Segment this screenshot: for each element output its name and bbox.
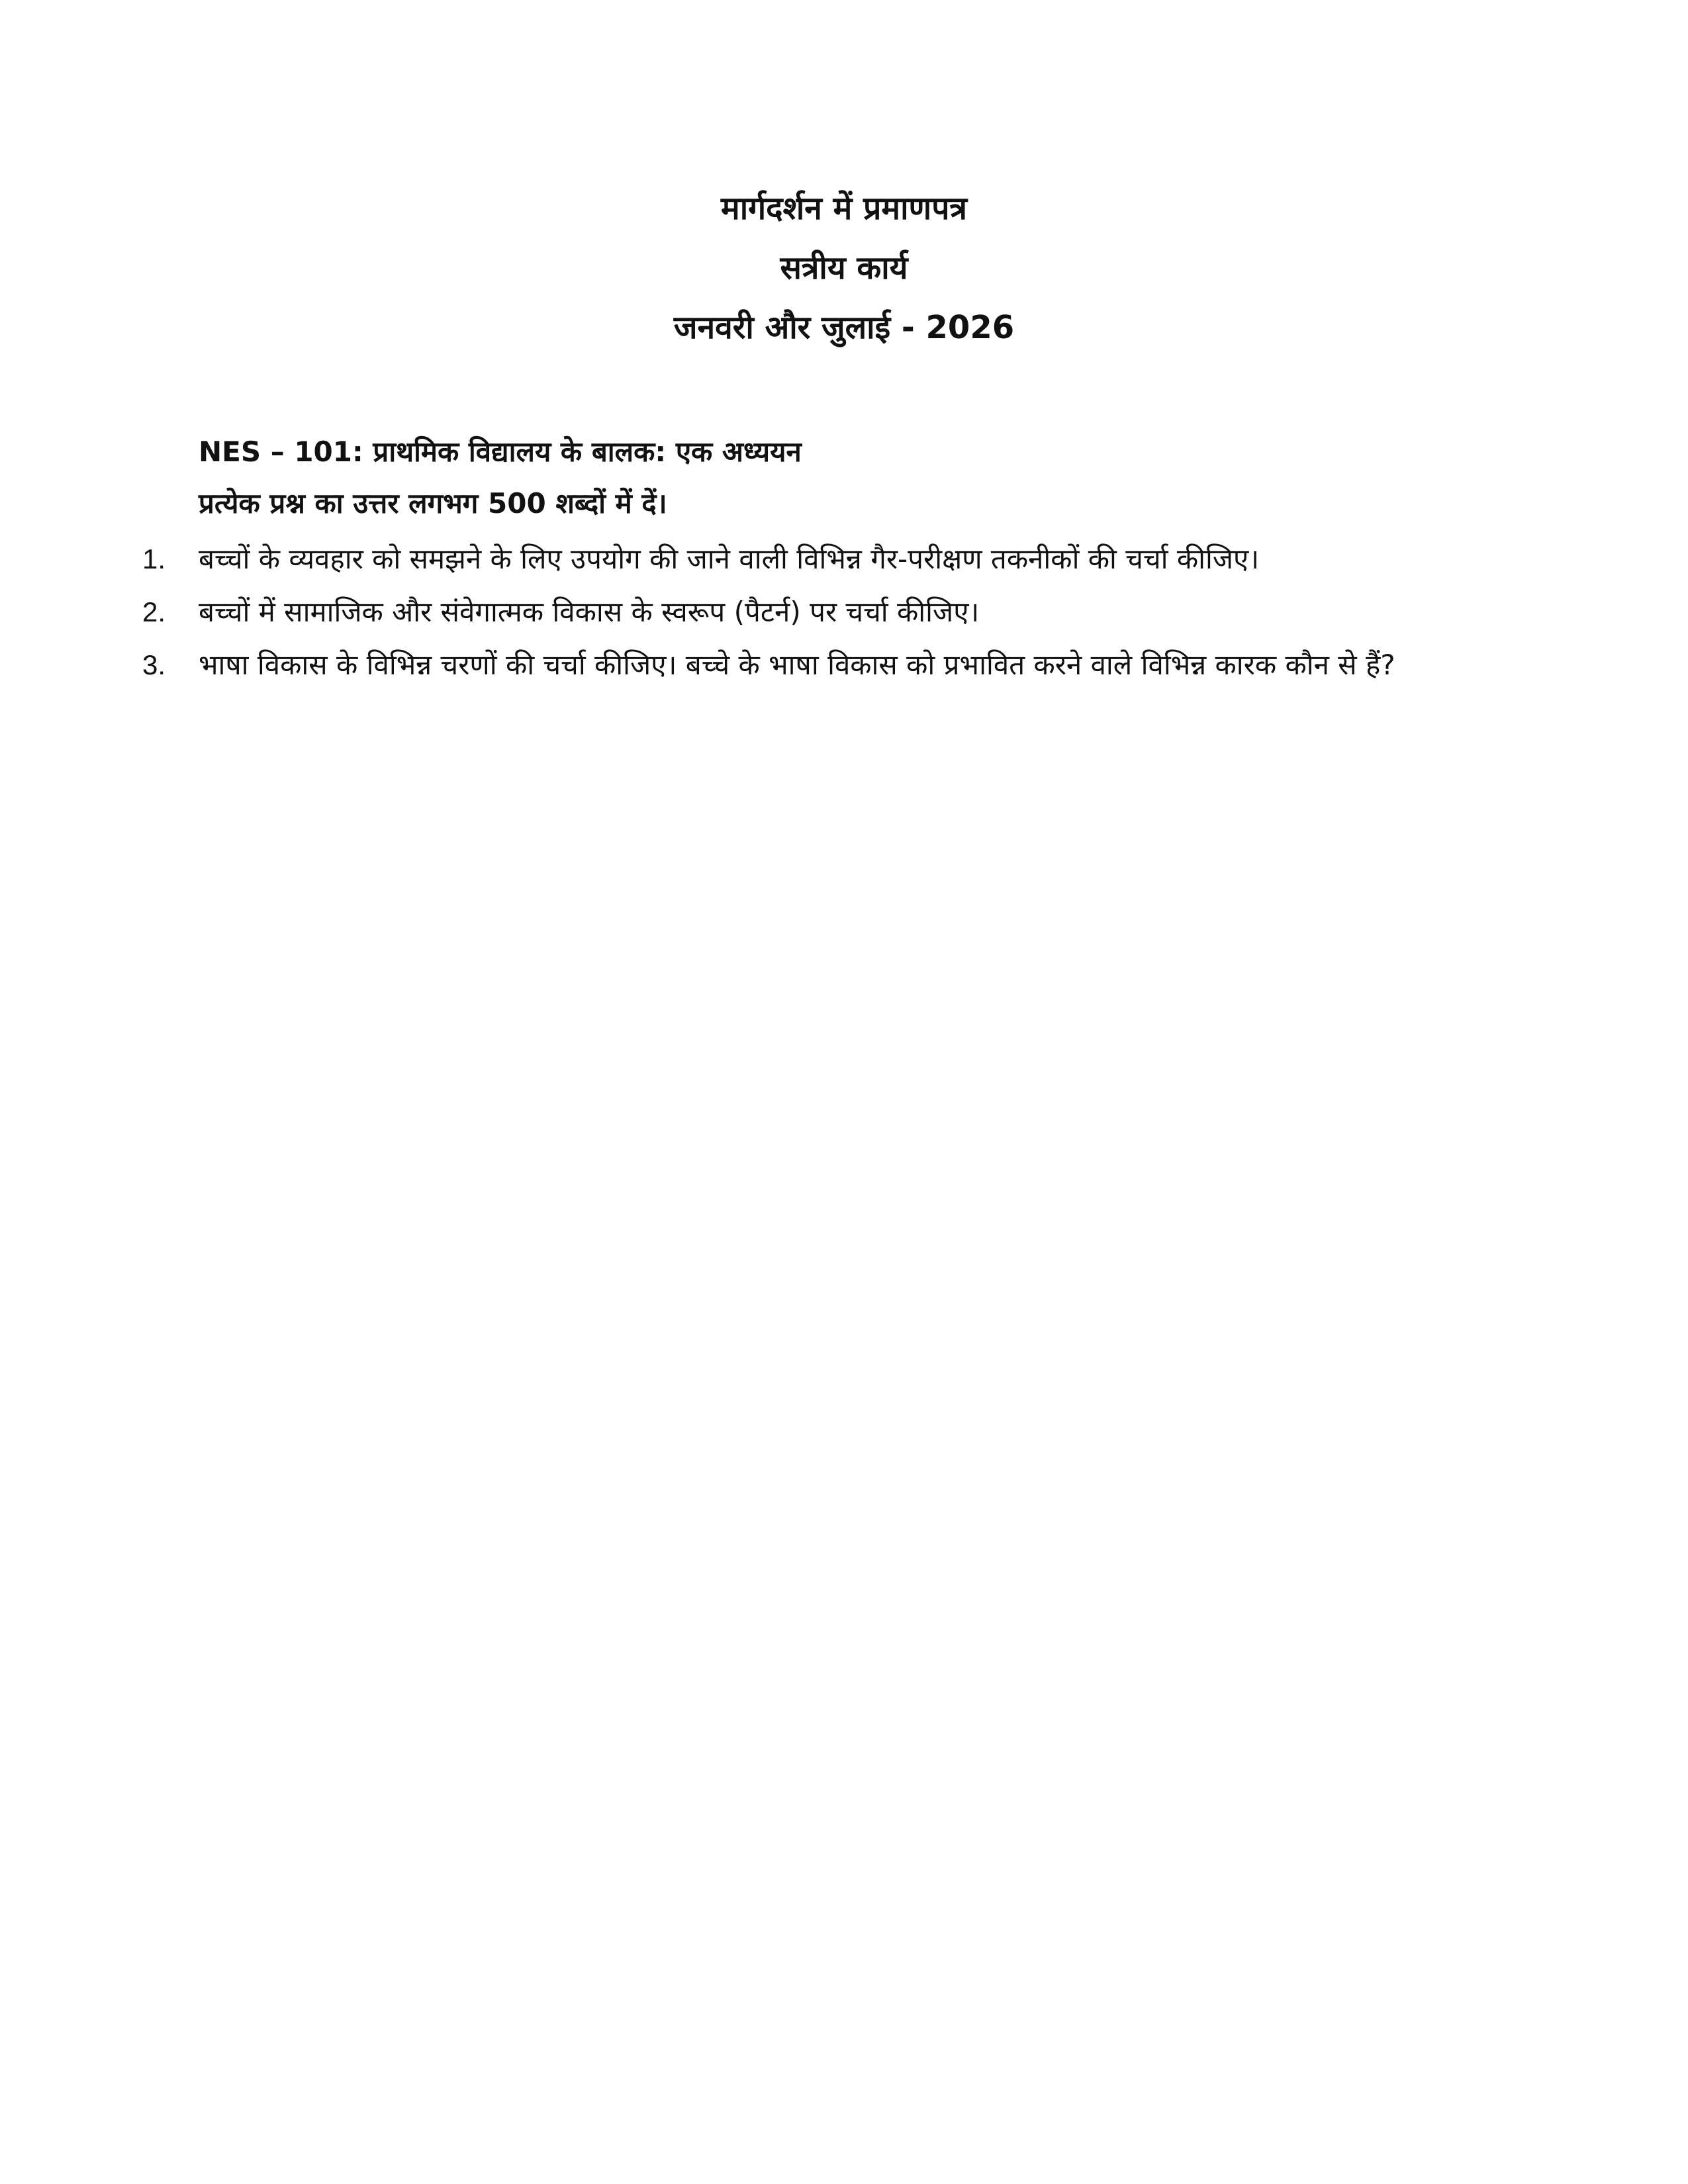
question-number: 1. xyxy=(142,543,166,574)
document-header xyxy=(0,189,1688,367)
answer-instruction: प्रत्येक प्रश्न का उत्तर लगभग 500 शब्दों में दें। xyxy=(199,487,667,520)
question-list xyxy=(142,539,1493,698)
question-text: भाषा विकास के विभिन्न चरणों की चर्चा कीजिए। बच्चे के भाषा विकास को प्रभावित करने वाले विभिन्न कारक कौन से हैं? xyxy=(199,649,1395,681)
question-number: 3. xyxy=(142,649,166,680)
question-text: बच्चों के व्यवहार को समझने के लिए उपयोग की जाने वाली विभिन्न गैर-परीक्षण तकनीकों की चर्चा कीजिए। xyxy=(199,543,1260,575)
session-title: जनवरी और जुलाई - 2026 xyxy=(673,309,1015,346)
question-number: 2. xyxy=(142,596,166,627)
assignment-title: सत्रीय कार्य xyxy=(780,250,908,287)
question-item xyxy=(142,645,1493,685)
course-block xyxy=(199,433,1523,537)
question-text: बच्चों में सामाजिक और संवेगात्मक विकास के स्वरूप (पैटर्न) पर चर्चा कीजिए। xyxy=(199,596,980,628)
question-item xyxy=(142,539,1493,579)
question-item xyxy=(142,592,1493,632)
course-code-title: NES – 101: प्राथमिक विद्यालय के बालक: एक अध्ययन xyxy=(199,435,802,468)
programme-title: मार्गदर्शन में प्रमाणपत्र xyxy=(721,190,967,227)
